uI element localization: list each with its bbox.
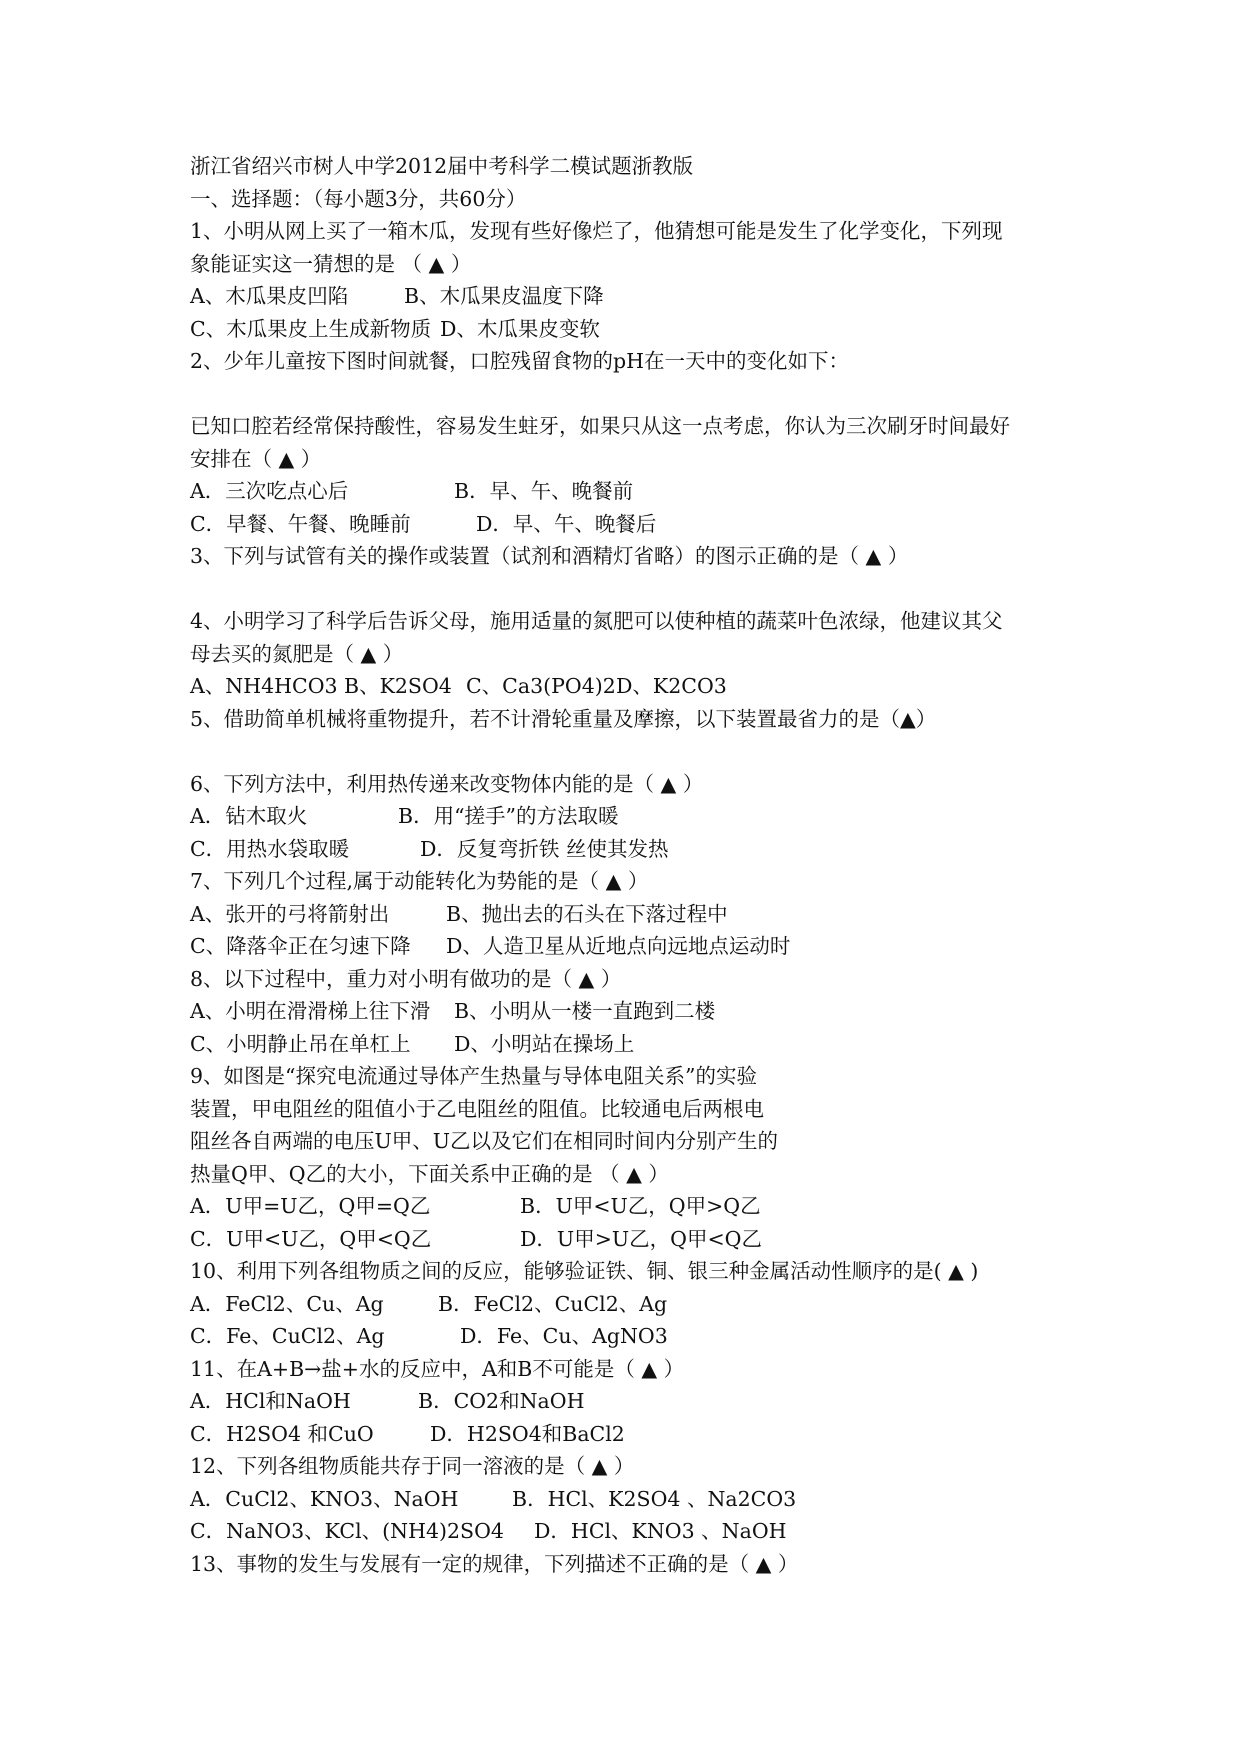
question-10-line-1: 10、利用下列各组物质之间的反应，能够验证铁、铜、银三种金属活动性顺序的是( ▲ ) [190,1259,979,1283]
question-12-options-row-1 [190,1483,1070,1516]
option-b: B、小明从一楼一直跑到二楼 [454,999,716,1023]
question-11-line-1: 11、在A+B→盐+水的反应中，A和B不可能是（ ▲ ） [190,1356,685,1381]
option-a: A．HCl和NaOH [190,1389,351,1413]
question-2-options-row-2 [190,508,1070,541]
exam-content [190,150,1070,1580]
option-c: C．用热水袋取暖 [190,836,350,861]
question-11-options-row-2 [190,1418,1070,1451]
question-11-options-row-1 [190,1385,1070,1418]
option-b: B．HCl、K2SO4 、Na2CO3 [512,1486,797,1511]
question-10-options-row-1 [190,1288,1070,1321]
option-b: B、K2SO4 [344,674,452,698]
question-9-line-2: 装置，甲电阻丝的阻值小于乙电阻丝的阻值。比较通电后两根电 [190,1096,764,1121]
option-c: C、降落伞正在匀速下降 [190,934,411,958]
question-13-line-1: 13、事物的发生与发展有一定的规律，下列描述不正确的是（ ▲ ） [190,1551,799,1576]
question-9-line-4: 热量Q甲、Q乙的大小，下面关系中正确的是 （ ▲ ） [190,1161,669,1186]
question-8-options-row-1 [190,995,1070,1028]
option-d: D、人造卫星从近地点向远地点运动时 [446,934,791,958]
question-8-options-row-2 [190,1028,1070,1061]
question-12-options-row-2 [190,1515,1070,1548]
option-d: D．HCl、KNO3 、NaOH [534,1519,787,1543]
option-d: D．H2SO4和BaCl2 [430,1421,625,1446]
option-a: A．钻木取火 [190,804,308,828]
question-4-line-1: 4、小明学习了科学后告诉父母，施用适量的氮肥可以使种植的蔬菜叶色浓绿，他建议其父 [190,609,1003,633]
question-6-options-row-1 [190,800,1070,833]
option-a: A．三次吃点心后 [190,479,349,503]
question-2-options-row-1 [190,475,1070,508]
option-c: C．Fe、CuCl2、Ag [190,1324,385,1348]
question-7-options-row-1 [190,898,1070,931]
option-b: B．用“搓手”的方法取暖 [398,804,619,828]
question-9-line-3: 阻丝各自两端的电压U甲、U乙以及它们在相同时间内分别产生的 [190,1129,779,1153]
option-c: C．H2SO4 和CuO [190,1421,374,1446]
option-b: B．早、午、晚餐前 [454,479,634,503]
question-7-line-1: 7、下列几个过程,属于动能转化为势能的是（ ▲ ） [190,869,649,893]
question-10-options-row-2 [190,1320,1070,1353]
option-d: D．U甲>U乙，Q甲<Q乙 [520,1226,762,1251]
question-9-options-row-2 [190,1223,1070,1256]
option-b: B．CO2和NaOH [418,1389,585,1413]
option-b: B、抛出去的石头在下落过程中 [446,901,728,926]
option-a: A．CuCl2、KNO3、NaOH [190,1486,459,1511]
question-12-line-1: 12、下列各组物质能共存于同一溶液的是（ ▲ ） [190,1454,635,1478]
option-c: C．NaNO3、KCl、(NH4)2SO4 [190,1519,504,1543]
option-d: D．Fe、Cu、AgNO3 [460,1324,668,1348]
question-1-line-2: 象能证实这一猜想的是 （ ▲ ） [190,251,472,276]
question-8-line-1: 8、以下过程中，重力对小明有做功的是（ ▲ ） [190,966,622,991]
option-d: D．早、午、晚餐后 [476,511,657,536]
figure-space [190,378,1070,411]
question-5-line-1: 5、借助简单机械将重物提升，若不计滑轮重量及摩擦，以下装置最省力的是（▲） [190,706,937,731]
option-a: A、张开的弓将箭射出 [190,901,390,926]
question-9-options-row-1 [190,1190,1070,1223]
question-1-options-row-2 [190,313,1070,346]
option-d: D、K2CO3 [616,674,727,698]
section-heading: 一、选择题：（每小题3分，共60分） [190,186,527,211]
option-b: B．FeCl2、CuCl2、Ag [438,1291,668,1316]
question-3-line-1: 3、下列与试管有关的操作或装置（试剂和酒精灯省略）的图示正确的是（ ▲ ） [190,544,909,568]
question-6-options-row-2 [190,833,1070,866]
option-b: B、木瓜果皮温度下降 [404,284,604,308]
document-title: 浙江省绍兴市树人中学2012届中考科学二模试题浙教版 [190,154,694,178]
question-2-line-1: 2、少年儿童按下图时间就餐，口腔残留食物的pH在一天中的变化如下： [190,349,850,373]
option-c: C．U甲<U乙，Q甲<Q乙 [190,1226,432,1251]
question-2-line-3: 安排在（ ▲ ） [190,446,322,471]
question-1-line-1: 1、小明从网上买了一箱木瓜，发现有些好像烂了，他猜想可能是发生了化学变化，下列现 [190,219,1003,243]
question-2-line-2: 已知口腔若经常保持酸性，容易发生蛀牙，如果只从这一点考虑，你认为三次刷牙时间最好 [190,414,1010,438]
option-d: D．反复弯折铁 丝使其发热 [420,836,669,861]
question-7-options-row-2 [190,930,1070,963]
figure-space [190,573,1070,606]
figure-space [190,735,1070,768]
option-a: A．FeCl2、Cu、Ag [190,1291,384,1316]
option-a: A、NH4HCO3 [190,674,338,698]
option-a: A．U甲=U乙，Q甲=Q乙 [190,1194,431,1218]
question-4-options-row-1 [190,670,1070,703]
question-4-line-2: 母去买的氮肥是（ ▲ ） [190,641,404,666]
option-c: C、小明静止吊在单杠上 [190,1031,411,1056]
option-c: C、Ca3(PO4)2 [466,674,616,698]
question-1-options-row-1 [190,280,1070,313]
option-b: B．U甲<U乙，Q甲>Q乙 [520,1194,761,1218]
question-9-line-1: 9、如图是“探究电流通过导体产生热量与导体电阻关系”的实验 [190,1064,758,1088]
option-c: C．早餐、午餐、晚睡前 [190,511,411,536]
option-c: C、木瓜果皮上生成新物质 [190,316,432,341]
option-d: D、小明站在操场上 [454,1031,635,1056]
option-a: A、木瓜果皮凹陷 [190,284,349,308]
option-d: D、木瓜果皮变软 [440,316,600,341]
option-a: A、小明在滑滑梯上往下滑 [190,999,431,1023]
question-6-line-1: 6、下列方法中，利用热传递来改变物体内能的是（ ▲ ） [190,771,704,796]
